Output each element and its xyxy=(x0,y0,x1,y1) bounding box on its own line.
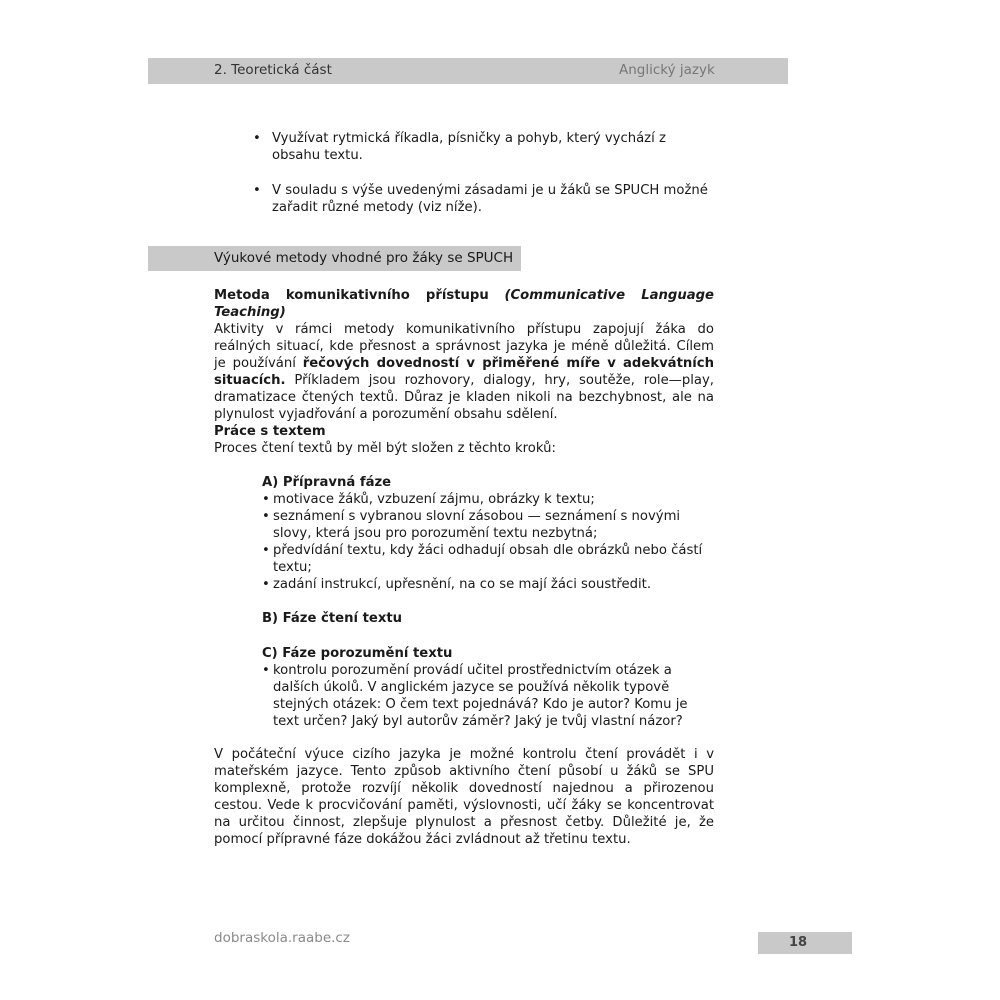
list-item: • zadání instrukcí, upřesnění, na co se mají žáci soustředit. xyxy=(262,576,717,593)
list-item: • předvídání textu, kdy žáci odhadují obsah dle obrázků nebo částí textu; xyxy=(262,542,717,576)
method-paragraph xyxy=(214,321,714,423)
footer-url: dobraskola.raabe.cz xyxy=(214,930,350,946)
phase-b xyxy=(262,610,717,627)
method-block xyxy=(214,287,714,423)
phase-c xyxy=(262,645,717,730)
text-work-intro: Proces čtení textů by měl být složen z těchto kroků: xyxy=(214,441,556,456)
phase-c-title: C) Fáze porozumění textu xyxy=(262,646,453,661)
list-item: • motivace žáků, vzbuzení zájmu, obrázky k textu; xyxy=(262,491,717,508)
intro-bullet-list xyxy=(253,130,718,234)
page-number: 18 xyxy=(788,935,808,950)
header-subject: Anglický jazyk xyxy=(619,62,715,78)
phase-a-title: A) Přípravná fáze xyxy=(262,475,392,490)
method-title: Metoda komunikativního přístupu xyxy=(214,288,489,303)
phase-a xyxy=(262,474,717,593)
phase-b-title: B) Fáze čtení textu xyxy=(262,611,403,626)
header-chapter: 2. Teoretická část xyxy=(214,62,332,78)
section-title: Výukové metody vhodné pro žáky se SPUCH xyxy=(214,250,514,266)
method-title-italic: (Communicative Language Teaching) xyxy=(214,288,714,320)
method-heading xyxy=(214,287,714,321)
text-work-title: Práce s textem xyxy=(214,424,326,439)
closing-paragraph: V počáteční výuce cizího jazyka je možné kontrolu čtení provádět i v mateřském jazyce. Tento způsob aktivního čtení působí u žáků se SPU komplexně, protože rozvíjí několik dovedností najednou a přirozenou cestou. Vede k procvičování paměti, výslovnosti, učí žáky se koncentrovat na určitou činnost, zlepšuje plynulost a přesnost četby. Důležité je, že pomocí přípravné fáze dokážou žáci zvládnout až třetinu textu. xyxy=(214,747,714,847)
intro-bullet: • Využívat rytmická říkadla, písničky a pohyb, který vychází z obsahu textu. xyxy=(253,130,718,164)
list-item: • kontrolu porozumění provádí učitel prostřednictvím otázek a dalších úkolů. V anglickém jazyce se používá několik typově stejných otázek: O čem text pojednává? Kdo je autor? Komu je text určen? Jaký byl autorův záměr? Jaký je tvůj vlastní názor? xyxy=(262,662,717,730)
text-work-block xyxy=(214,423,714,457)
method-text-bold: řečových dovedností v přiměřené míře v adekvátních situacích. xyxy=(214,356,715,388)
list-item: • seznámení s vybranou slovní zásobou — seznámení s novými slovy, která jsou pro porozumění textu nezbytná; xyxy=(262,508,717,542)
method-text-1: Aktivity v rámci metody komunikativního přístupu zapojují žáka do reálných situací, kde přesnost a správnost jazyka je méně důležitá. Cílem je používání xyxy=(214,322,714,371)
method-text-2: Příkladem jsou rozhovory, dialogy, hry, soutěže, role—play, dramatizace čtených textů. Důraz je kladen nikoli na bezchybnost, ale na plynulost vyjadřování a porozumění obsahu sdělení. xyxy=(214,373,714,422)
intro-bullet: • V souladu s výše uvedenými zásadami je u žáků se SPUCH možné zařadit různé metody (viz níže). xyxy=(253,182,718,216)
